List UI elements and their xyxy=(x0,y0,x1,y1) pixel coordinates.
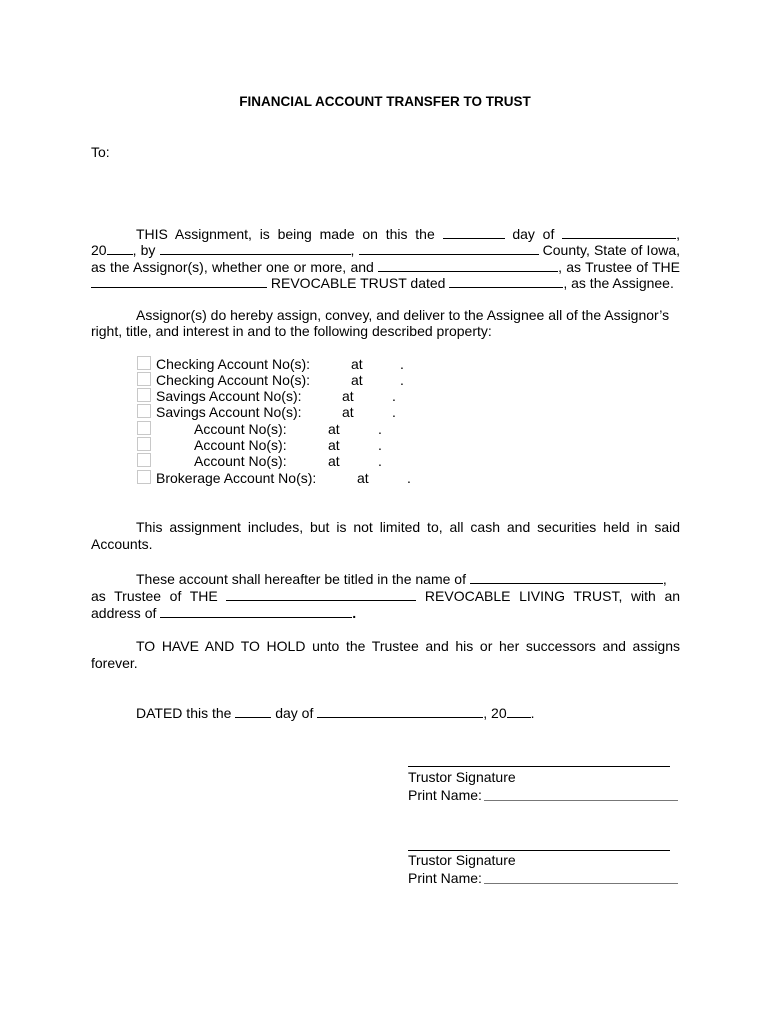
assignor-name-blank[interactable] xyxy=(160,241,351,255)
trustee-name-blank[interactable] xyxy=(378,258,558,272)
county-blank[interactable] xyxy=(359,241,539,255)
para4-text: These account shall hereafter be titled in the name of xyxy=(136,571,466,587)
para1-text: as the Assignor(s), whether one or more, and xyxy=(91,259,374,275)
account-at: at xyxy=(351,372,363,388)
para4-line3 xyxy=(91,604,680,620)
account-period: . xyxy=(407,470,411,486)
para5-line2: forever. xyxy=(91,655,138,671)
para1-text: , xyxy=(676,226,681,242)
account-title-blank[interactable] xyxy=(470,570,663,584)
account-at: at xyxy=(342,388,354,404)
para5-line1: TO HAVE AND TO HOLD unto the Trustee and his or her successors and assigns xyxy=(136,638,680,654)
dated-text: day of xyxy=(275,705,314,721)
account-at: at xyxy=(342,404,354,420)
signature-line[interactable] xyxy=(408,766,670,767)
para4-text: as Trustee of THE xyxy=(91,588,218,604)
dated-text: . xyxy=(530,705,535,721)
account-at: at xyxy=(328,421,340,437)
account-checkbox[interactable] xyxy=(137,470,151,484)
para4-line2 xyxy=(91,587,680,603)
print-name-label: Print Name: xyxy=(408,787,482,803)
signature-line[interactable] xyxy=(408,850,670,851)
day-blank[interactable] xyxy=(443,225,505,239)
para4-text: . xyxy=(352,605,357,621)
para1-line2 xyxy=(91,241,680,257)
para4-text: , xyxy=(662,571,667,587)
para1-text: , as Trustee of THE xyxy=(558,259,680,275)
document-title: FINANCIAL ACCOUNT TRANSFER TO TRUST xyxy=(239,94,531,109)
account-label: Checking Account No(s): xyxy=(156,372,311,388)
account-checkbox[interactable] xyxy=(137,356,151,370)
para3-line2: Accounts. xyxy=(91,536,153,552)
to-label: To: xyxy=(91,144,110,160)
para1-text: REVOCABLE TRUST dated xyxy=(270,275,446,291)
account-checkbox[interactable] xyxy=(137,372,151,386)
account-at: at xyxy=(351,356,363,372)
account-label: Savings Account No(s): xyxy=(156,388,302,404)
para2-line2: right, title, and interest in and to the following described property: xyxy=(91,323,492,339)
dated-line xyxy=(136,704,680,720)
para1-text: 20 xyxy=(91,242,107,258)
para4-text: REVOCABLE LIVING TRUST, with an xyxy=(424,588,681,604)
account-period: . xyxy=(392,404,396,420)
para4-line1 xyxy=(136,570,680,586)
year-blank[interactable] xyxy=(107,241,133,255)
account-checkbox[interactable] xyxy=(137,388,151,402)
para1-text: day of xyxy=(512,226,555,242)
account-label: Brokerage Account No(s): xyxy=(156,470,317,486)
dated-year-blank[interactable] xyxy=(507,704,531,718)
para1-text: THIS Assignment, is being made on this the xyxy=(136,226,435,242)
para1-line1 xyxy=(136,225,680,241)
account-checkbox[interactable] xyxy=(137,404,151,418)
account-period: . xyxy=(392,388,396,404)
dated-day-blank[interactable] xyxy=(235,704,271,718)
account-period: . xyxy=(400,372,404,388)
para1-text: County, State of Iowa, xyxy=(542,242,681,258)
para4-text: address of xyxy=(91,605,157,621)
account-checkbox[interactable] xyxy=(137,453,151,467)
account-label: Account No(s): xyxy=(194,437,287,453)
signature-label: Trustor Signature xyxy=(408,852,516,868)
account-label: Checking Account No(s): xyxy=(156,356,311,372)
address-blank[interactable] xyxy=(160,604,352,618)
signature-label: Trustor Signature xyxy=(408,769,516,785)
account-label: Account No(s): xyxy=(194,453,287,469)
account-label: Savings Account No(s): xyxy=(156,404,302,420)
print-name-field[interactable] xyxy=(484,883,678,884)
print-name-label: Print Name: xyxy=(408,870,482,886)
account-period: . xyxy=(378,453,382,469)
dated-text: , 20 xyxy=(483,705,507,721)
account-period: . xyxy=(400,356,404,372)
account-at: at xyxy=(357,470,369,486)
account-period: . xyxy=(378,437,382,453)
para2-line1: Assignor(s) do hereby assign, convey, and deliver to the Assignee all of the Assignor’s xyxy=(136,307,670,323)
para1-text: , xyxy=(350,242,355,258)
para3-line1: This assignment includes, but is not limited to, all cash and securities held in said xyxy=(136,519,680,535)
trust-date-blank[interactable] xyxy=(449,274,563,288)
account-period: . xyxy=(378,421,382,437)
para1-line4 xyxy=(91,274,680,290)
para1-text: , by xyxy=(132,242,156,258)
trust-name-blank[interactable] xyxy=(91,274,267,288)
dated-text: DATED this the xyxy=(136,705,232,721)
month-blank[interactable] xyxy=(562,225,676,239)
para1-text: , as the Assignee. xyxy=(563,275,674,291)
account-label: Account No(s): xyxy=(194,421,287,437)
account-checkbox[interactable] xyxy=(137,437,151,451)
account-checkbox[interactable] xyxy=(137,421,151,435)
living-trust-name-blank[interactable] xyxy=(226,587,416,601)
account-at: at xyxy=(328,437,340,453)
account-at: at xyxy=(328,453,340,469)
print-name-field[interactable] xyxy=(484,800,678,801)
para1-line3 xyxy=(91,258,680,274)
dated-month-blank[interactable] xyxy=(317,704,483,718)
